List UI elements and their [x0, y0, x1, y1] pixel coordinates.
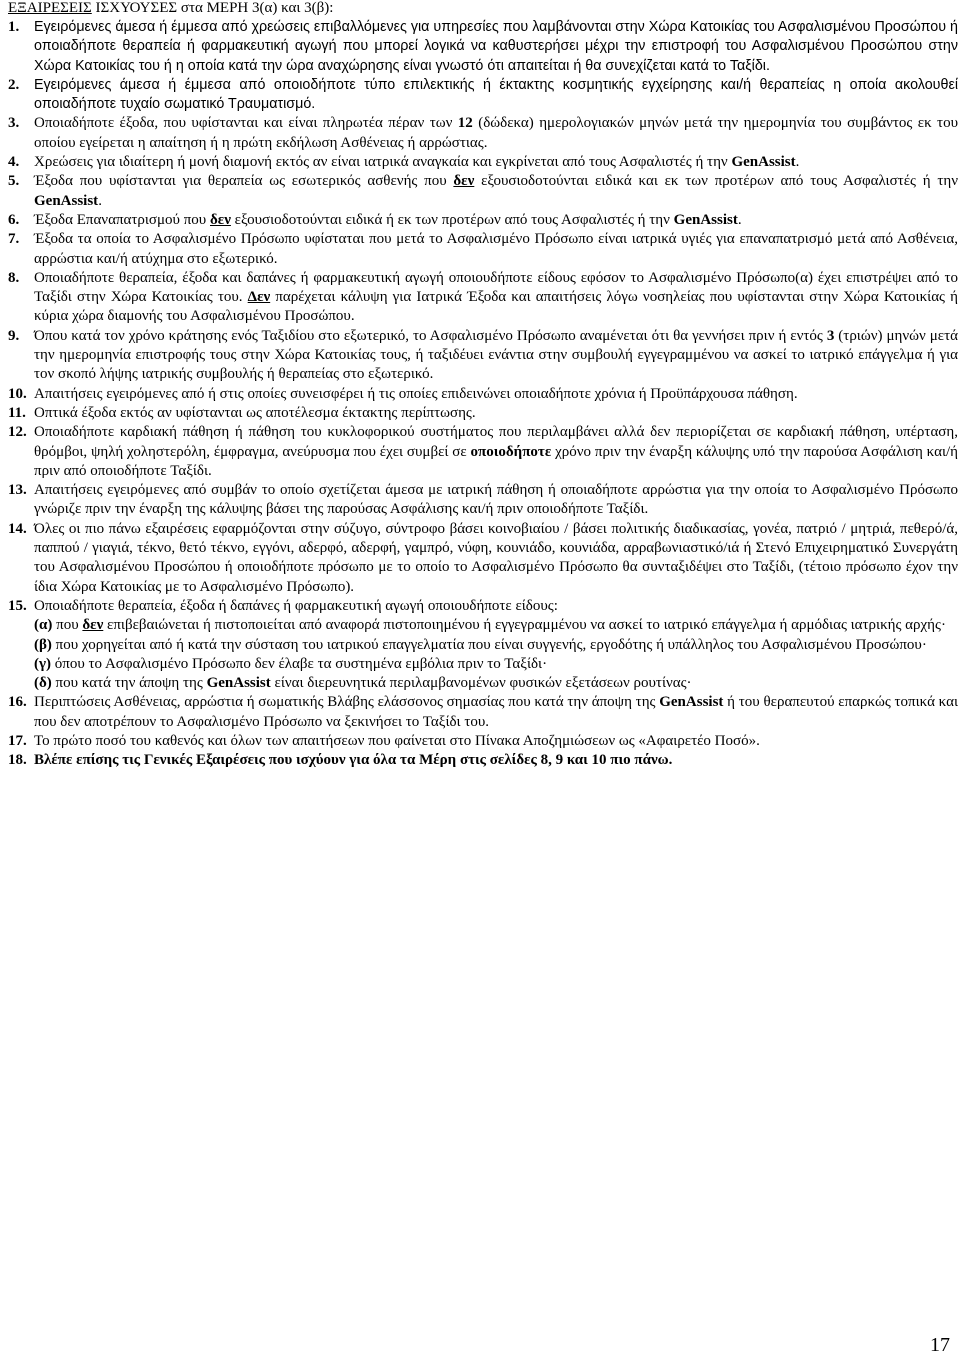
item-number: 13. [8, 482, 27, 499]
bold-underlined-segment: δεν [82, 617, 104, 634]
item-text [34, 269, 958, 327]
section-heading [8, 0, 333, 17]
list-item-18 [8, 751, 958, 770]
sub-item-label: (δ) [34, 675, 52, 692]
bold-segment: GenAssist [206, 675, 271, 692]
bold-segment: GenAssist [731, 154, 796, 171]
text-segment: όπου το Ασφαλισμένο Πρόσωπο δεν έλαβε τα συστημένα εμβόλια πριν το Ταξίδι· [51, 655, 548, 672]
item-text: Έξοδα τα οποία το Ασφαλισμένο Πρόσωπο υφίσταται που μετά το Ασφαλισμένο Πρόσωπο είναι ιατρικά υγιές για επαναπατρισμό μετά από Ασθένεια, αρρώστια και/ή ατύχημα στο εξωτερικό. [34, 231, 958, 267]
heading-underlined: ΕΞΑΙΡΕΣΕΙΣ [8, 0, 92, 16]
item-text: Απαιτήσεις εγειρόμενες από ή στις οποίες συνεισφέρει ή τις οποίες επιδεινώνει οποιαδήποτε χρόνια ή Προϋπάρχουσα πάθηση. [34, 385, 798, 402]
item-text [34, 211, 958, 230]
list-item-11 [8, 404, 958, 423]
text-segment: που κατά την άποψη της [51, 675, 207, 692]
item-text [34, 153, 958, 172]
list-item-12 [8, 423, 958, 481]
text-segment: επιβεβαιώνεται ή πιστοποιείται από αναφορά πιστοποιημένου ή εγγεγραμμένου να ασκεί το ιατρικό επάγγελμα ή αρμόδιας ιατρικής αρχής· [103, 617, 946, 634]
heading-rest: ΙΣΧΥΟΥΣΕΣ στα ΜΕΡΗ 3(α) και 3(β): [91, 0, 334, 16]
page-number: 17 [930, 1334, 950, 1356]
text-segment: . [98, 192, 102, 209]
item-text: Εγειρόμενες άμεσα ή έμμεσα από χρεώσεις επιβαλλόμενες για υπηρεσίες που λαμβάνονται στην Χώρα Κατοικίας του Ασφαλισμένου Προσώπου ή οποιαδήποτε θεραπεία ή φαρμακευτική αγωγή που μπορεί λογικά να καθυστερήσει μέχρι την επιστροφή του Ασφαλισμένου Προσώπου στην Χώρα Κατοικίας του ή η οποία κατά την ώρα αναχώρησης είναι γνωστό ότι απαιτείται ή θα συνεχίζεται κατά το Ταξίδι. [34, 19, 958, 74]
text-segment: Χρεώσεις για ιδιαίτερη ή μονή διαμονή εκτός αν είναι ιατρικά αναγκαία και εγκρίνεται από τους Ασφαλιστές ή την [34, 154, 732, 171]
text-segment: Όπου κατά τον χρόνο κράτησης ενός Ταξιδίου στο εξωτερικό, το Ασφαλισμένο Πρόσωπο αναμένεται ότι θα γεννήσει πριν ή εντός [34, 327, 827, 344]
text-segment: Οποιαδήποτε καρδιακή πάθηση ή πάθηση του κυκλοφορικού συστήματος που περιλαμβάνει αλλά δεν περιορίζεται σε καρδιακή πάθηση, υπέρταση, θρόμβοι, ψηλή χοληστερόλη, έμφραγμα, ανεύρυσμα που έχει συμβεί σε [34, 424, 958, 460]
list-item-8 [8, 269, 958, 327]
text-segment: . [795, 154, 800, 171]
item-text [34, 693, 958, 732]
bold-underlined-segment: δεν [453, 173, 475, 190]
list-item-3 [8, 114, 958, 153]
text-segment: χρόνο πριν την έναρξη κάλυψης υπό την παρούσα Ασφάλιση και/ή πριν από οποιοδήποτε Ταξίδι. [34, 443, 958, 479]
bold-segment: 3 [826, 327, 835, 344]
list-item-10 [8, 385, 958, 404]
item-text: Το πρώτο ποσό του καθενός και όλων των απαιτήσεων που φαίνεται στο Πίνακα Αποζημιώσεων ως «Αφαιρετέο Ποσό». [34, 732, 760, 749]
item-number: 1. [8, 19, 20, 35]
sub-item-label: (β) [34, 636, 52, 653]
bold-segment: οποιοδήποτε [470, 443, 552, 460]
list-item-7 [8, 230, 958, 269]
sub-item-a [34, 616, 958, 635]
sub-item-c [34, 655, 958, 674]
text-segment: που χορηγείται από ή κατά την σύσταση του ιατρικού επαγγελματία που είναι συγγενής, εργοδότης ή υπάλληλος του Ασφαλισμένου Προσώπου· [51, 636, 927, 653]
text-segment: . [737, 211, 742, 228]
item-number: 16. [8, 694, 27, 711]
list-item-5 [8, 172, 958, 211]
list-item-4 [8, 153, 958, 172]
sub-item-b [34, 636, 958, 655]
item-number: 8. [8, 269, 20, 286]
item-number: 4. [8, 154, 20, 171]
text-segment: εξουσιοδοτούνται ειδικά και εκ των προτέρων από τους Ασφαλιστές ή την [474, 173, 958, 190]
item-number: 10. [8, 385, 27, 402]
bold-underlined-segment: δεν [210, 211, 231, 228]
text-segment: είναι διερευνητικά περιλαμβανομένων φυσικών εξετάσεων ρουτίνας· [270, 675, 692, 692]
item-text: Εγειρόμενες άμεσα ή έμμεσα από οποιοδήποτε τύπο επιλεκτικής ή έκτακτης κοσμητικής εγχείρησης και/ή θεραπείας η οποία ακολουθεί οποιαδήποτε τυχαίο σωματικό Τραυματισμό. [34, 76, 958, 113]
item-number: 3. [8, 115, 20, 132]
sub-item-label: (α) [34, 617, 53, 634]
bold-segment: GenAssist [673, 211, 738, 228]
item-text [34, 172, 958, 211]
item-number: 17. [8, 732, 27, 749]
list-item-2 [8, 76, 958, 115]
item-text [34, 327, 958, 385]
item-text [34, 423, 958, 481]
list-item-17 [8, 732, 958, 751]
list-item-15 [8, 597, 958, 693]
list-item-16 [8, 693, 958, 732]
list-item-14 [8, 520, 958, 597]
text-segment: Οποιαδήποτε έξοδα, που υφίστανται και είναι πληρωτέα πέραν των [34, 115, 458, 132]
text-segment: ή του θεραπευτού επαρκώς τοπικά και που δεν αποτρέπουν το Ασφαλισμένο Πρόσωπο να ξεκινήσει το Ταξίδι του. [34, 694, 959, 730]
text-segment: Οποιαδήποτε θεραπεία, έξοδα και δαπάνες ή φαρμακευτική αγωγή οποιουδήποτε είδους εφόσον το Ασφαλισμένο Πρόσωπο(α) έχει επιστρέψει από το Ταξίδι στην Χώρα Κατοικίας του. [34, 269, 958, 306]
sub-item-label: (γ) [34, 655, 52, 672]
item-number: 12. [8, 424, 27, 441]
item-number: 6. [8, 211, 20, 228]
item-number: 7. [8, 231, 20, 248]
bold-segment: GenAssist [34, 192, 99, 209]
item-number: 15. [8, 597, 27, 614]
item-number: 9. [8, 327, 20, 344]
item-number: 14. [8, 520, 27, 537]
text-segment: που [52, 617, 83, 634]
text-segment: εξουσιοδοτούνται ειδικά ή εκ των προτέρων από τους Ασφαλιστές ή την [230, 211, 674, 228]
item-number: 2. [8, 76, 20, 93]
item-text [34, 114, 958, 153]
item-text: Βλέπε επίσης τις Γενικές Εξαιρέσεις που ισχύουν για όλα τα Μέρη στις σελίδες 8, 9 και 10 πιο πάνω. [34, 752, 673, 769]
item-number: 18. [8, 752, 27, 769]
bold-underlined-segment: Δεν [247, 289, 271, 306]
text-segment: (τριών) μηνών μετά την ημερομηνία επιστροφής τους στην Χώρα Κατοικίας τους, ή ταξιδέυει ενάντια στην συμβουλή εγγεγραμμένου να ασκεί το ιατρικό επάγγελμα ή για τον σκοπό λήψης ιατρικής συμβουλής ή θεραπείας στο εξωτερικό. [34, 327, 958, 383]
list-item-9 [8, 327, 958, 385]
exclusions-list [8, 18, 958, 771]
bold-segment: GenAssist [659, 694, 724, 711]
item-number: 5. [8, 173, 20, 190]
text-segment: Έξοδα Επαναπατρισμού που [34, 211, 210, 228]
list-item-1 [8, 18, 958, 76]
list-item-13 [8, 481, 958, 520]
item-text: Απαιτήσεις εγειρόμενες από συμβάν το οποίο σχετίζεται άμεσα με ιατρική πάθηση ή οποιαδήποτε αρρώστια για την οποία το Ασφαλισμένο Πρόσωπο γνώριζε πριν την έναρξη της κάλυψης βάσει της παρούσας Ασφάλισης και/ή πριν οποιοδήποτε Ταξίδι. [34, 482, 958, 518]
item-intro: Οποιαδήποτε θεραπεία, έξοδα ή δαπάνες ή φαρμακευτική αγωγή οποιουδήποτε είδους: [34, 597, 558, 614]
bold-segment: 12 [457, 115, 473, 132]
text-segment: παρέχεται κάλυψη για Ιατρικά Έξοδα και απαιτήσεις λόγω νοσηλείας που υφίστανται στην Χώρα Κατοικίας ή κύρια χώρα διαμονής του Ασφαλισμένου Προσώπου. [34, 289, 958, 325]
item-text: Οπτικά έξοδα εκτός αν υφίστανται ως αποτέλεσμα έκτακτης περίπτωσης. [34, 404, 476, 421]
text-segment: Έξοδα που υφίστανται για θεραπεία ως εσωτερικός ασθενής που [34, 173, 454, 190]
text-segment: (δώδεκα) ημερολογιακών μηνών μετά την ημερομηνία του συμβάντος εκ του οποίου εγείρεται η απαίτηση ή η πρώτη εκδήλωση Ασθένειας ή αρρώστιας. [34, 115, 958, 151]
item-number: 11. [8, 404, 26, 421]
sub-item-d [34, 674, 958, 693]
item-text: Όλες οι πιο πάνω εξαιρέσεις εφαρμόζονται στην σύζυγο, σύντροφο βάσει κοινοβιαίου / βάσει πολιτικής διαδικασίας, γονέα, πατριό / μητριά, πεθερό/ά, παππού / γιαγιά, τέκνο, θετό τέκνο, εγγόνι, αδερφό, αδερφή, γαμπρό, νύφη, κουνιάδο, κουνιάδα, αρραβωνιαστικό/ιά ή Στενό Επιχειρηματικό Συνεργάτη του Ασφαλισμένου Προσώπου ή οποιοδήποτε πρόσωπο με το οποίο το Ασφαλισμένο Πρόσωπο θα συνταξιδέψει στο Ταξίδι, (τέτοιο πρόσωπο έχον την ίδια Χώρα Κατοικίας με το Ασφαλισμένο Πρόσωπο). [34, 520, 958, 595]
list-item-6 [8, 211, 958, 230]
text-segment: Περιπτώσεις Ασθένειας, αρρώστια ή σωματικής Βλάβης ελάσσονος σημασίας που κατά την άποψη της [34, 694, 660, 711]
